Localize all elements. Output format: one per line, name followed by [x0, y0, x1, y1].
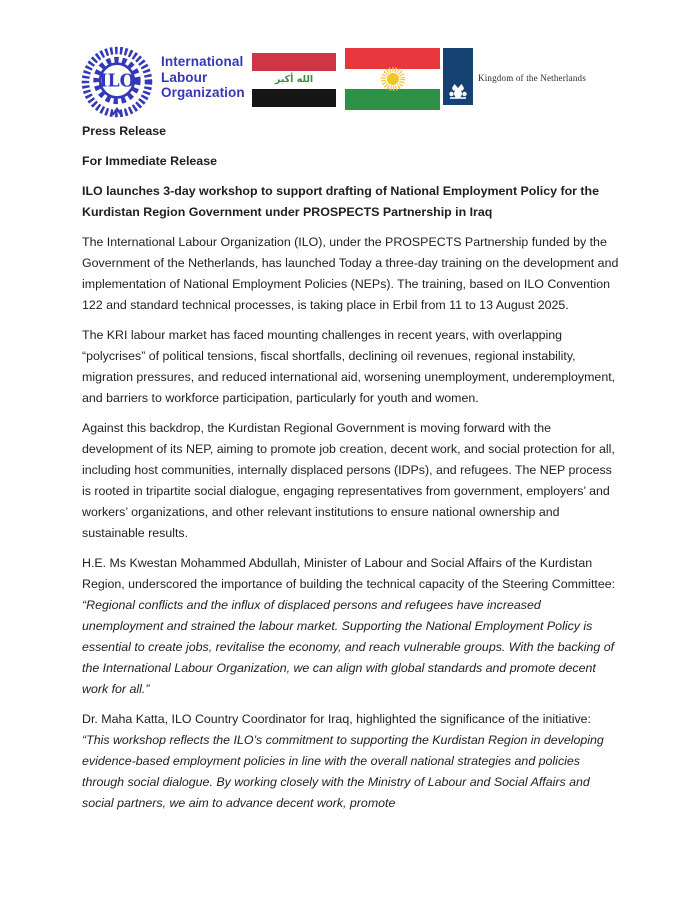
paragraph-intro	[82, 232, 620, 316]
press-release-label	[82, 121, 620, 142]
ilo-emblem-icon	[79, 43, 155, 118]
ilo-wordmark	[161, 54, 245, 101]
iraq-flag	[252, 53, 336, 107]
paragraph-ilo-coordinator-quote	[82, 709, 620, 814]
iraq-flag-black-band	[252, 89, 336, 107]
logo-header	[0, 0, 700, 118]
paragraph-minister-quote-text: H.E. Ms Kwestan Mohammed Abdullah, Minister of Labour and Social Affairs of the Kurdistan Region, underscored the importance of building the technical capacity of the Steering Committee:	[82, 556, 616, 591]
headline	[82, 181, 620, 223]
ilo-wordmark-line-2: Labour	[161, 69, 208, 85]
paragraph-nep-backdrop	[82, 418, 620, 544]
for-immediate-release-label	[82, 151, 620, 172]
paragraph-intro-text: The International Labour Organization (ILO), under the PROSPECTS Partnership funded by the Government of the Netherlands, has launched Today a three-day training on the development and implementation of National Employment Policies (NEPs). The training, based on ILO Convention 122 and standard technical processes, is taking place in Erbil from 11 to 13 August 2025.	[82, 235, 619, 312]
ilo-emblem-text: ILO	[99, 71, 135, 92]
paragraph-kri-labour-market	[82, 325, 620, 409]
paragraph-nep-backdrop-text: Against this backdrop, the Kurdistan Regional Government is moving forward with the development of its NEP, aiming to promote job creation, decent work, and social protection for all, including host communities, internally displaced persons (IDPs), and refugees. The NEP process is rooted in tripartite social dialogue, engaging representatives from government, employers’ and workers’ organizations, and other relevant institutions to ensure national ownership and sustainable results.	[82, 421, 615, 540]
netherlands-logo-label: Kingdom of the Netherlands	[478, 73, 586, 83]
netherlands-coat-of-arms-icon	[448, 81, 468, 100]
iraq-flag-white-band	[252, 71, 336, 89]
kurdistan-sun-icon	[378, 64, 408, 94]
document-body	[82, 121, 620, 823]
ilo-wordmark-line-1: International	[161, 54, 244, 69]
for-immediate-release-label-text: For Immediate Release	[82, 154, 217, 168]
paragraph-kri-labour-market-text: The KRI labour market has faced mounting challenges in recent years, with overlapping “polycrises” of political tensions, fiscal shortfalls, declining oil revenues, regional instability, migration pressures, and reduced international aid, worsening unemployment, underemployment, and barriers to workforce participation, particularly for youth and women.	[82, 328, 616, 405]
paragraph-minister-quote-quote-text: “Regional conflicts and the influx of displaced persons and refugees have increased unemployment and strained the labour market. Supporting the National Employment Policy is essential to create jobs, revitalise the economy, and reach vulnerable groups. With the backing of the International Labour Organization, we can align with global standards and promote decent work for all.”	[82, 598, 615, 696]
paragraph-ilo-coordinator-quote-quote-text: “This workshop reflects the ILO’s commitment to supporting the Kurdistan Region in developing evidence-based employment policies in line with the overall national strategies and policies through social dialogue. By working closely with the Ministry of Labour and Social Affairs and social partners, we aim to advance decent work, promote	[82, 733, 604, 810]
press-release-label-text: Press Release	[82, 124, 167, 138]
iraq-flag-takbir-text: الله أكبر	[274, 74, 314, 86]
ilo-wordmark-line-3: Organization	[161, 85, 245, 100]
paragraph-ilo-coordinator-quote-text: Dr. Maha Katta, ILO Country Coordinator for Iraq, highlighted the significance of the initiative:	[82, 712, 591, 726]
netherlands-logo	[443, 48, 473, 105]
kurdistan-flag	[345, 48, 440, 110]
paragraph-minister-quote	[82, 553, 620, 700]
headline-text: ILO launches 3-day workshop to support drafting of National Employment Policy for the Kurdistan Region Government under PROSPECTS Partnership in Iraq	[82, 184, 600, 219]
iraq-flag-red-band	[252, 53, 336, 71]
